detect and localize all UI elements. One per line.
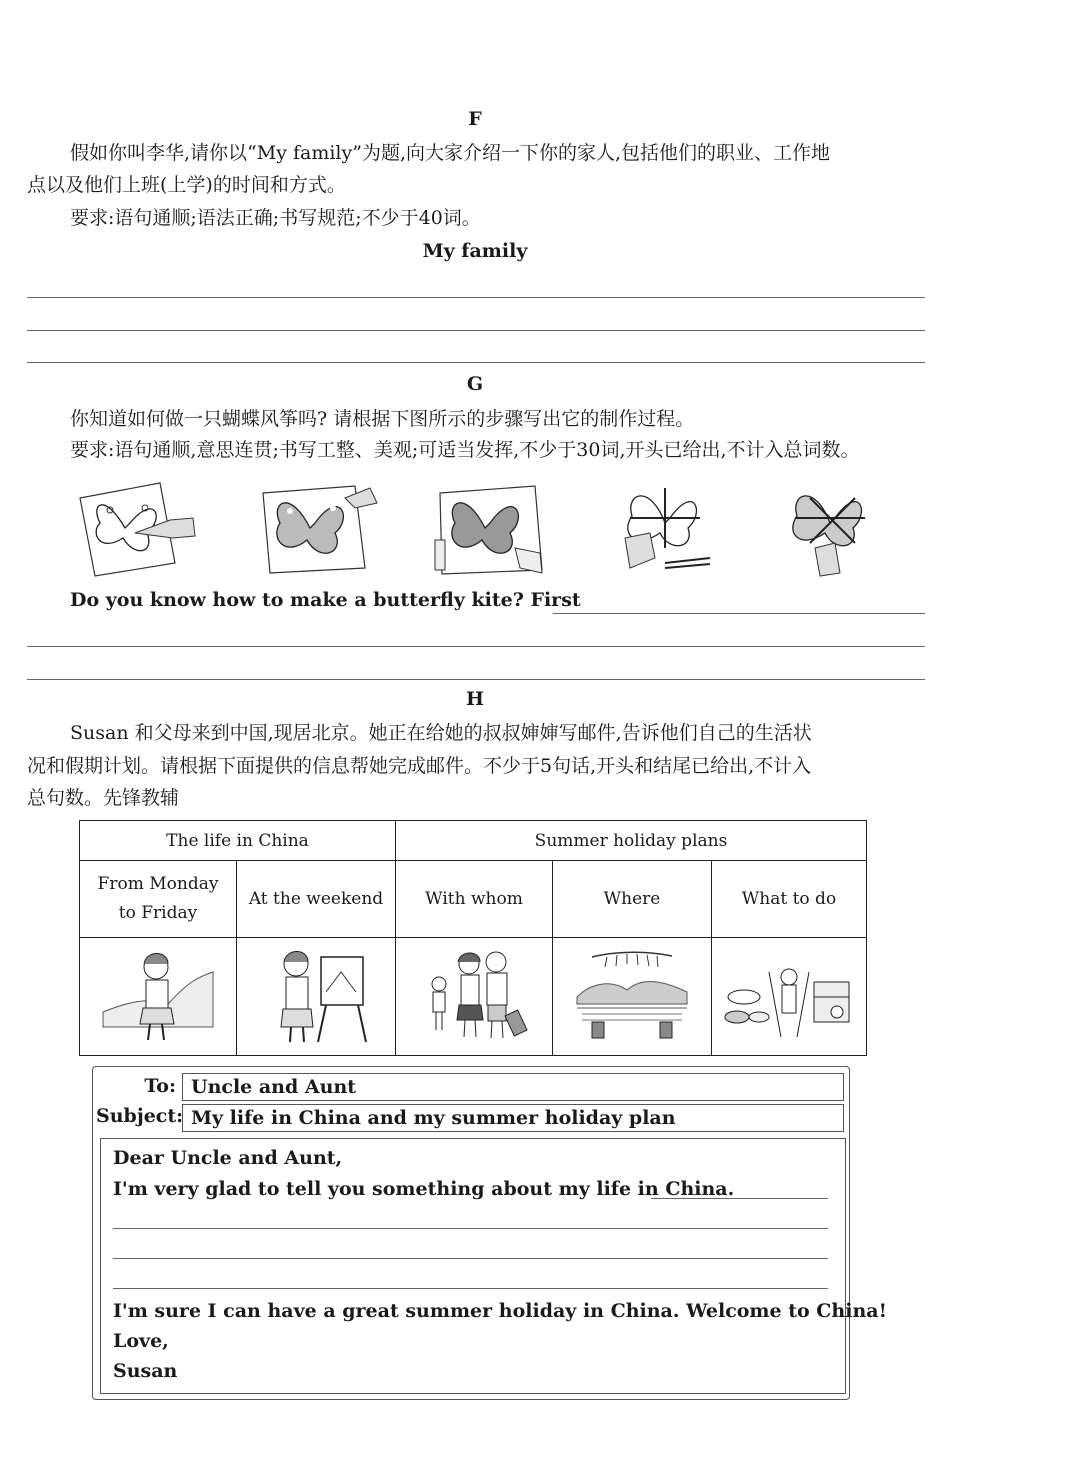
writing-line[interactable] (113, 1288, 828, 1289)
food-and-shopping-illustration (719, 942, 859, 1047)
table-header-with-whom: With whom (396, 861, 553, 938)
section-f-prompt-line1: 假如你叫李华,请你以“My family”为题,向大家介绍一下你的家人,包括他们的职业、工作地 (70, 142, 831, 164)
writing-line[interactable] (27, 362, 925, 363)
writing-line[interactable] (553, 613, 925, 614)
writing-line[interactable] (27, 330, 925, 331)
writing-line[interactable] (113, 1228, 828, 1229)
writing-line[interactable] (651, 1198, 828, 1199)
table-header-weekend: At the weekend (237, 861, 396, 938)
table-cell-weekdays-picture (80, 938, 237, 1056)
section-f-letter: F (468, 108, 482, 130)
kite-step-5-illustration (775, 478, 900, 578)
email-body (100, 1138, 846, 1394)
table-cell-what-to-do-picture (712, 938, 867, 1056)
section-f-prompt-line2: 点以及他们上班(上学)的时间和方式。 (27, 174, 346, 196)
table-header-weekdays (80, 861, 237, 938)
section-g-letter: G (466, 373, 484, 395)
table-cell-weekend-picture (237, 938, 396, 1056)
writing-line[interactable] (27, 646, 925, 647)
email-greeting: Dear Uncle and Aunt, (113, 1147, 343, 1169)
email-subject-label: Subject: (96, 1105, 184, 1127)
table-group-plans: Summer holiday plans (396, 821, 867, 861)
email-signoff: Love, (113, 1330, 169, 1352)
kite-step-4-illustration (610, 478, 735, 578)
girl-walking-illustration (98, 942, 218, 1047)
email-closing: I'm sure I can have a great summer holiday in China. Welcome to China! (113, 1300, 887, 1322)
kite-step-3-illustration (430, 478, 555, 578)
section-f-requirement: 要求:语句通顺;语法正确;书写规范;不少于40词。 (70, 207, 481, 229)
section-h-prompt-line1: Susan 和父母来到中国,现居北京。她正在给她的叔叔婶婶写邮件,告诉他们自己的生活状 (70, 722, 812, 744)
writing-line[interactable] (113, 1258, 828, 1259)
table-header-where: Where (553, 861, 712, 938)
writing-line[interactable] (27, 679, 925, 680)
email-signature: Susan (113, 1360, 178, 1382)
email-opening: I'm very glad to tell you something about my life in China. (113, 1178, 735, 1200)
info-table (79, 820, 867, 1056)
table-header-weekdays-line1: From Monday (97, 874, 219, 894)
kite-step-1-illustration (75, 478, 200, 578)
girl-painting-illustration (256, 942, 376, 1047)
section-g-requirement: 要求:语句通顺,意思连贯;书写工整、美观;可适当发挥,不少于30词,开头已给出,不计入总词数。 (70, 439, 860, 461)
table-header-weekdays-line2: to Friday (118, 903, 198, 923)
family-illustration (414, 942, 534, 1047)
email-to-label: To: (144, 1075, 176, 1097)
lake-scenery-illustration (572, 942, 692, 1047)
section-h-prompt-line3: 总句数。先锋教辅 (27, 787, 180, 809)
section-f-title: My family (422, 240, 528, 262)
email-to-field[interactable]: Uncle and Aunt (182, 1073, 844, 1101)
section-g-start-text: Do you know how to make a butterfly kite? First (70, 589, 581, 611)
table-cell-with-whom-picture (396, 938, 553, 1056)
table-header-what-to-do: What to do (712, 861, 867, 938)
email-subject-field[interactable]: My life in China and my summer holiday plan (182, 1104, 844, 1132)
section-g-prompt: 你知道如何做一只蝴蝶风筝吗? 请根据下图所示的步骤写出它的制作过程。 (70, 408, 695, 430)
writing-line[interactable] (27, 297, 925, 298)
kite-step-2-illustration (255, 478, 380, 578)
section-h-prompt-line2: 况和假期计划。请根据下面提供的信息帮她完成邮件。不少于5句话,开头和结尾已给出,不计入 (27, 755, 812, 777)
table-cell-where-picture (553, 938, 712, 1056)
table-group-life: The life in China (80, 821, 396, 861)
section-h-letter: H (466, 688, 484, 710)
